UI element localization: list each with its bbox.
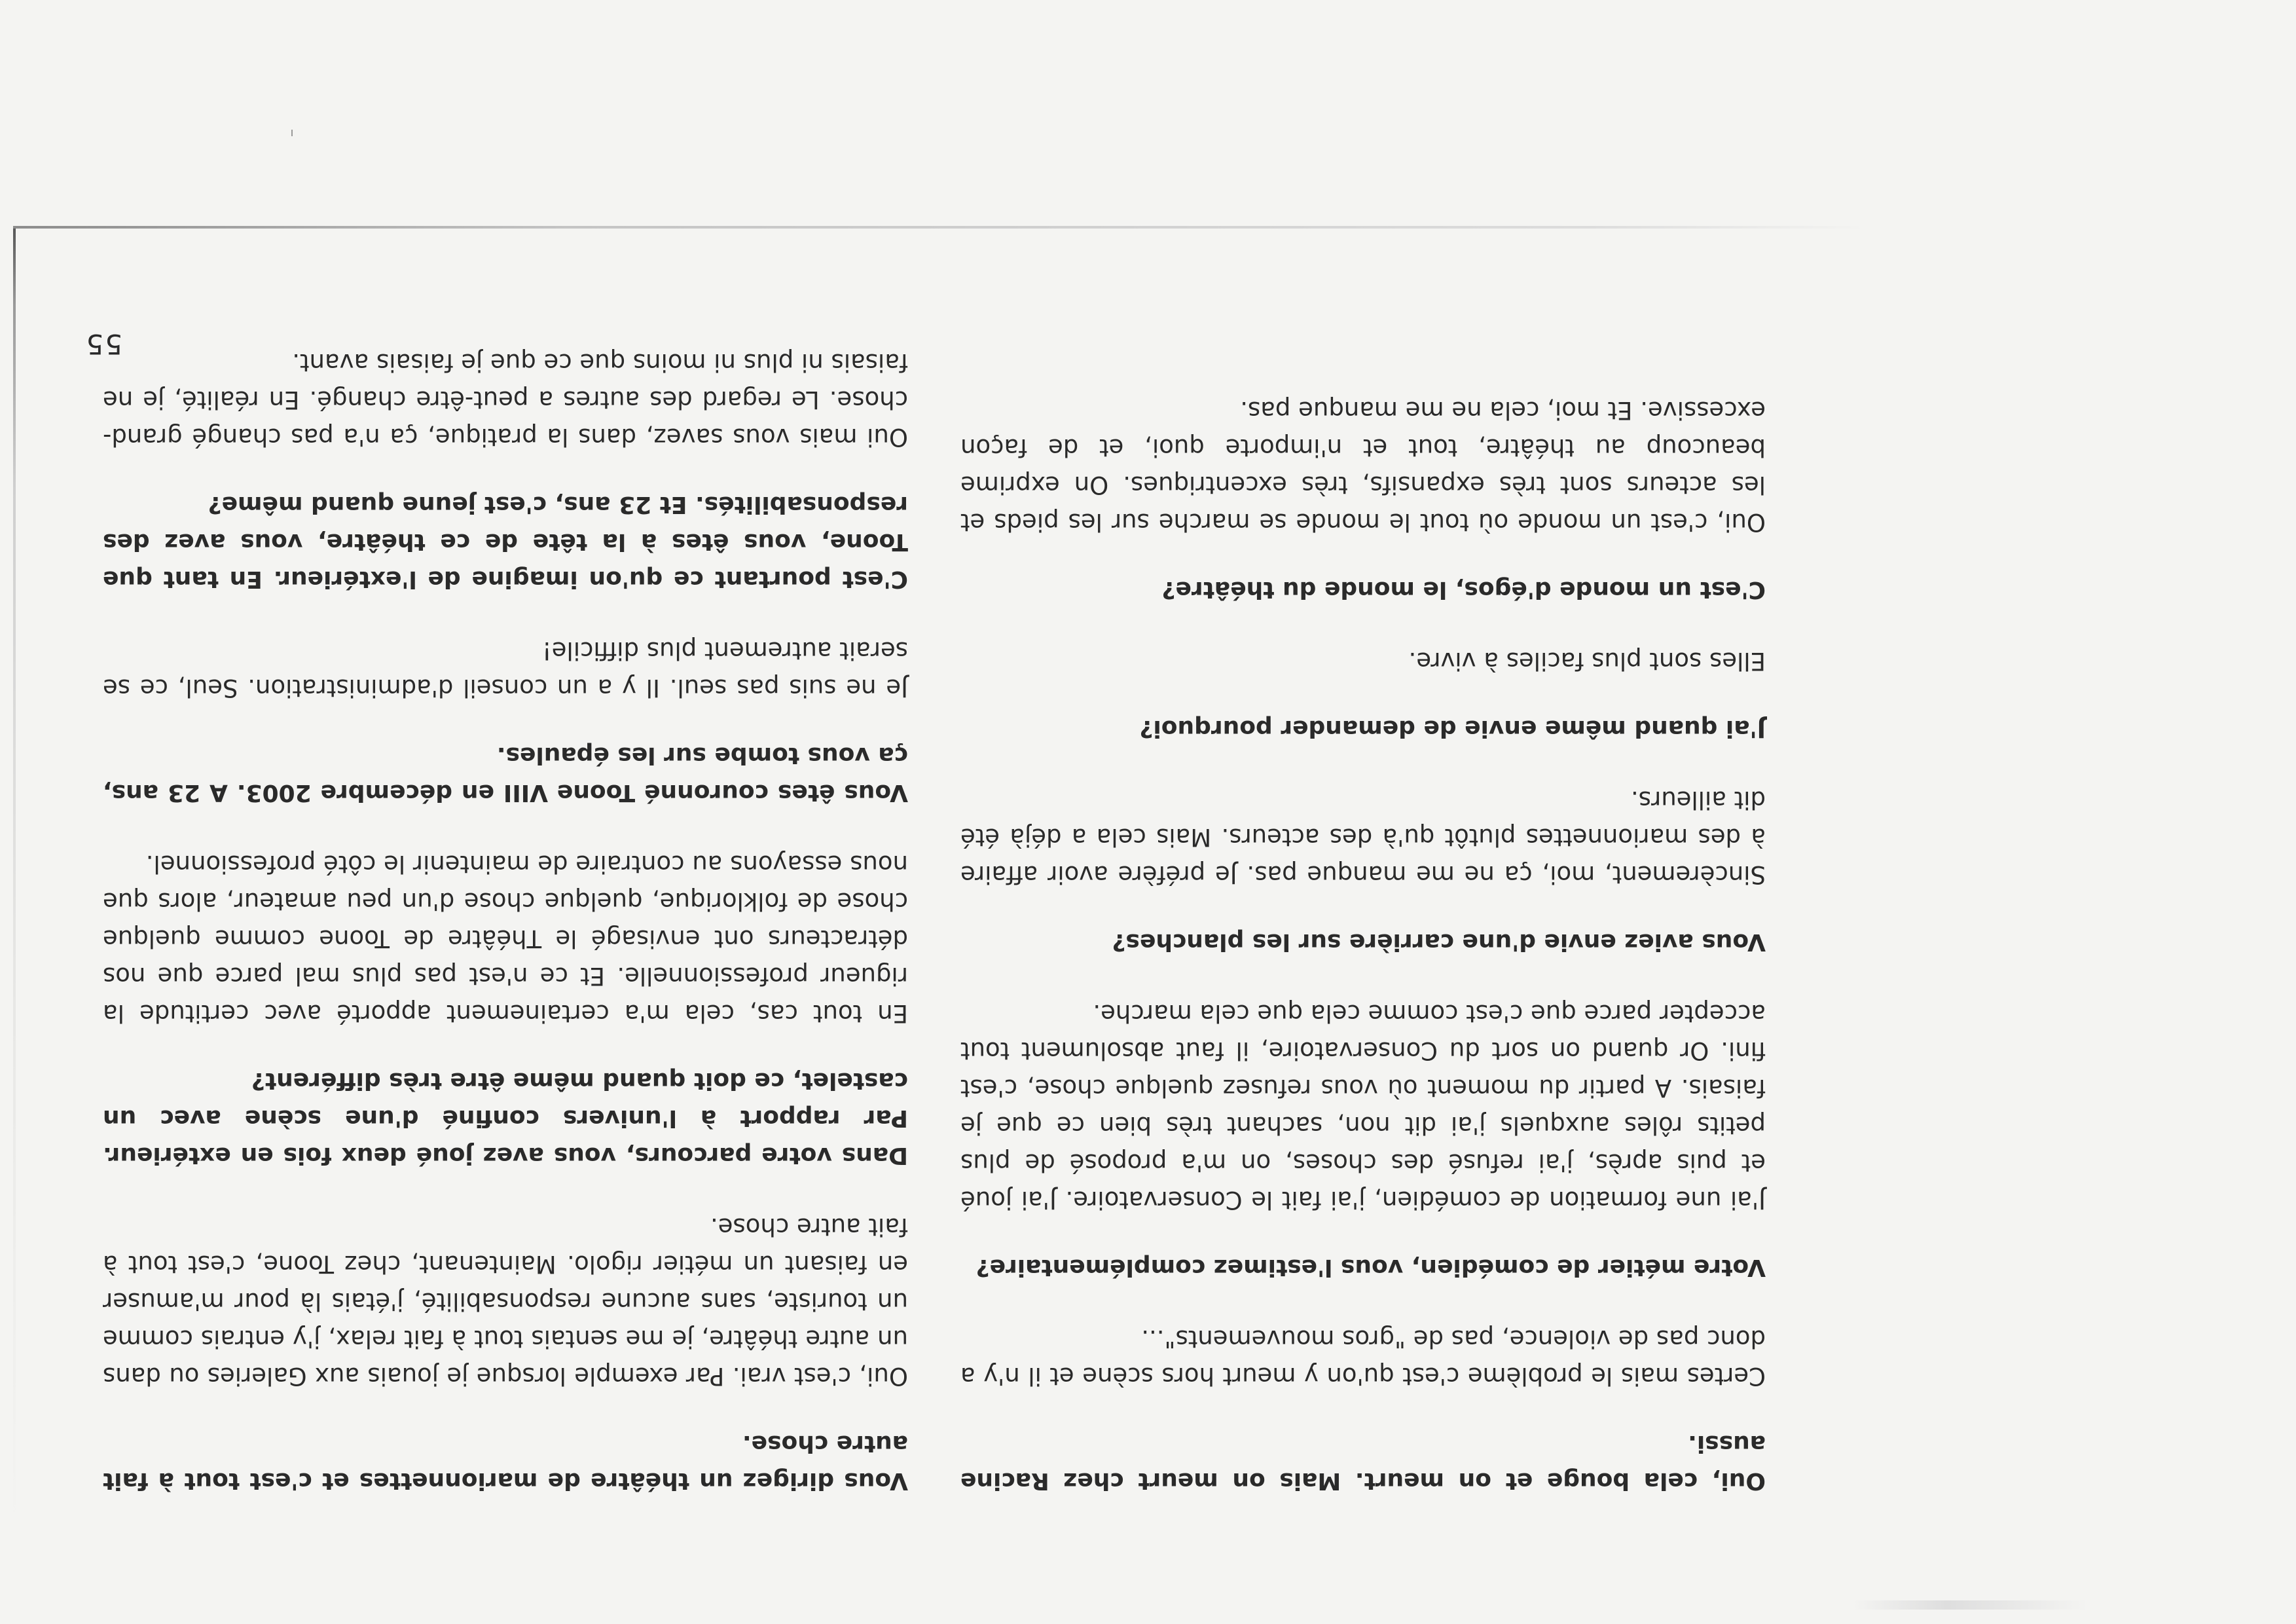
interview-question: Vous dirigez un théâtre de marionnettes et c'est tout à fait autre chose. <box>103 1430 908 1494</box>
interview-question: C'est pourtant ce qu'on imagine de l'extérieur. En tant que Toone, vous êtes à la tête de ce théâtre, vous avez des responsabilités. Et 23 ans, c'est jeune quand même? <box>103 491 908 593</box>
interview-answer: J'ai une formation de comédien, j'ai fait le Conservatoire. J'ai joué et puis après, j'ai refusé des choses, on m'a proposé de plus petits rôles auxquels j'ai dit non, sachant très bien ce que je faisais. A partir du moment où vous refusez quelque chose, c'est fini. Or quand on sort du Conservatoire, il faut absolument tout accepter parce que c'est comme cela que cela marche. <box>960 999 1766 1214</box>
interview-question: J'ai quand même envie de demander pourquoi? <box>1139 715 1766 742</box>
interview-question: Dans votre parcours, vous avez joué deux fois en extérieur. Par rapport à l'univers confiné d'une scène avec un castelet, ce doit quand même être très différent? <box>103 1067 908 1169</box>
page-number: 55 <box>84 328 122 360</box>
interview-question: Vous êtes couronné Toone VIII en décembre 2003. A 23 ans, ça vous tombe sur les épaules. <box>103 742 908 806</box>
interview-answer: Certes mais le problème c'est qu'on y meurt hors scène et il n'y a donc pas de violence, pas de "gros mouvements"... <box>960 1325 1766 1390</box>
interview-question: Votre métier de comédien, vous l'estimez complémentaire? <box>975 1254 1766 1281</box>
interview-question: Oui, cela bouge et on meurt. Mais on meurt chez Racine aussi. <box>960 1430 1766 1494</box>
interview-answer: Oui, c'est vrai. Par exemple lorsque je jouais aux Galeries ou dans un autre théâtre, je me sentais tout à fait relax, j'y entrais comme un touriste, sans aucune responsabilité, j'étais là pour m'amuser en faisant un métier rigolo. Maintenant, chez Toone, c'est tout à fait autre chose. <box>103 1213 908 1390</box>
left-column <box>960 358 1766 1500</box>
interview-question: C'est un monde d'égos, le monde du théâtre? <box>1161 576 1766 603</box>
interview-answer: En tout cas, cela m'a certainement apporté avec certitude la rigueur professionnelle. Et ce n'est pas plus mal parce que nos détracteurs ont envisagé le Théâtre de Toone comme quelque chose de folklorique, quelque chose d'un peu amateur, alors que nous essayons au contraire de maintenir le côté professionnel. <box>103 850 908 1027</box>
right-column <box>103 310 908 1500</box>
interview-answer: Oui, c'est un monde où tout le monde se marche sur les pieds et les acteurs sont très expansifs, très excentriques. On exprime beaucoup au théâtre, tout et n'importe quoi, et de façon excessive. Et moi, cela ne me manque pas. <box>960 396 1766 536</box>
interview-answer: Oui mais vous savez, dans la pratique, ça n'a pas changé grand-chose. Le regard des autres a peut-être changé. En réalité, je ne faisais ni plus ni moins que ce que je faisais avant. <box>103 348 908 451</box>
interview-question: Vous aviez envie d'une carrière sur les planches? <box>1112 929 1766 955</box>
interview-answer: Elles sont plus faciles à vivre. <box>1408 647 1766 675</box>
interview-answer: Je ne suis pas seul. Il y a un conseil d'administration. Seul, ce se serait autrement plus difficile! <box>103 637 908 702</box>
interview-answer: Sincèrement, moi, ça ne me manque pas. Je préfère avoir affaire à des marionnettes plutôt qu'à des acteurs. Mais cela a déjà été dit ailleurs. <box>960 786 1766 889</box>
